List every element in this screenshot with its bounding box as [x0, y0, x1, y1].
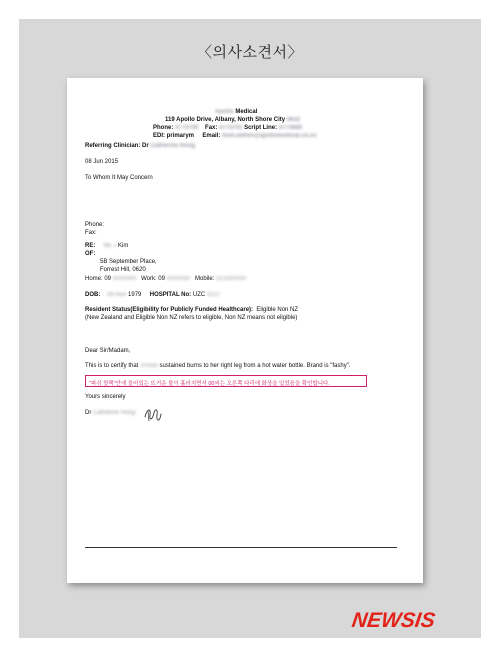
- certify-prefix: This is to certify that: [85, 363, 139, 369]
- letterhead-address-redacted: 0632: [286, 117, 301, 123]
- fax-line: Fax:: [85, 230, 97, 236]
- mobile-label: Mobile:: [195, 276, 215, 282]
- email-redacted: med.admin@apollomedical.co.nz: [222, 133, 317, 139]
- resident-status: [85, 307, 298, 313]
- re-line: [85, 243, 128, 249]
- edi-text: EDI: primarym: [153, 133, 195, 139]
- dob-redacted: 09-Nov: [107, 292, 127, 298]
- email-label: Email:: [202, 133, 221, 139]
- fax-redacted: 4773701: [219, 125, 243, 131]
- letterhead-edi-email: [153, 133, 317, 139]
- home-redacted: 0000000: [112, 276, 137, 282]
- dear-line: Dear Sir/Madam,: [85, 348, 131, 354]
- referring-clinician: [85, 143, 195, 149]
- korean-annotation-box: [85, 375, 367, 387]
- letter-date: 08 Jun 2015: [85, 159, 119, 165]
- script-line-redacted: 4773880: [278, 125, 303, 131]
- mobile-redacted: 021000000: [216, 276, 247, 282]
- phone-line: Phone:: [85, 222, 105, 228]
- resident-value: Eligible Non NZ: [256, 307, 299, 313]
- phone-label: Phone:: [153, 125, 174, 131]
- korean-annotation-text: "파쉬 핫팩"안에 들어있는 뜨거운 물이 흘러지면서 00씨는 오른쪽 다리에 화상을 입었음을 확인합니다.: [89, 381, 330, 387]
- newsis-logo-text: NEWSIS: [350, 609, 437, 632]
- letterhead-address: [165, 117, 300, 123]
- patient-name: Kim: [118, 243, 129, 249]
- contact-numbers: [85, 276, 246, 282]
- letterhead-phones: [153, 125, 302, 131]
- re-redacted: Ms J: [103, 243, 117, 249]
- letter-document: [67, 78, 423, 583]
- closing-line: Yours sincerely: [85, 394, 126, 400]
- footer-rule: [85, 547, 397, 548]
- dob-year: 1979: [128, 292, 142, 298]
- certify-redacted: JiYoun: [140, 363, 158, 369]
- home-label: Home: 09: [85, 276, 112, 282]
- address-line-2: Forrest Hill, 0620: [100, 267, 146, 273]
- hospital-redacted: 4137: [206, 292, 221, 298]
- dob-hospital-line: [85, 292, 220, 298]
- to-whom: To Whom It May Concern: [85, 175, 153, 181]
- resident-label: Resident Status(Eligibility for Publicly Funded Healthcare):: [85, 307, 254, 313]
- hospital-value: UZC: [192, 292, 206, 298]
- work-redacted: 0000000: [166, 276, 190, 282]
- letterhead-name: [215, 109, 257, 115]
- work-label: Work: 09: [141, 276, 165, 282]
- letterhead-address-text: 119 Apollo Drive, Albany, North Shore City: [165, 117, 286, 123]
- referring-label: Referring Clinician: Dr: [85, 143, 149, 149]
- certify-suffix: sustained burns to her right leg from a hot water bottle. Brand is "fashy".: [159, 363, 351, 369]
- certify-line: [85, 363, 351, 369]
- newsis-logo: [352, 609, 435, 633]
- re-label: RE:: [85, 243, 96, 249]
- dob-label: DOB:: [85, 292, 101, 298]
- hospital-label: HOSPITAL No:: [149, 292, 192, 298]
- resident-note: (New Zealand and Eligible Non NZ refers to eligible, Non NZ means not eligible): [85, 315, 298, 321]
- script-line-label: Script Line:: [244, 125, 278, 131]
- of-label: OF:: [85, 251, 96, 257]
- address-line-1: 5B September Place,: [100, 259, 157, 265]
- signoff-line: [85, 410, 135, 416]
- letterhead-name-text: Medical: [235, 109, 258, 115]
- phone-redacted: 4773700: [175, 125, 199, 131]
- referring-redacted: Catherine Hong: [150, 143, 196, 149]
- letterhead-name-redacted: Apollo: [215, 109, 234, 115]
- fax-label: Fax:: [205, 125, 218, 131]
- signoff-title: Dr: [85, 410, 92, 416]
- page-heading: 〈의사소견서〉: [197, 44, 303, 61]
- signoff-redacted: Catherine Hong: [93, 410, 136, 416]
- handwritten-signature: [142, 403, 164, 425]
